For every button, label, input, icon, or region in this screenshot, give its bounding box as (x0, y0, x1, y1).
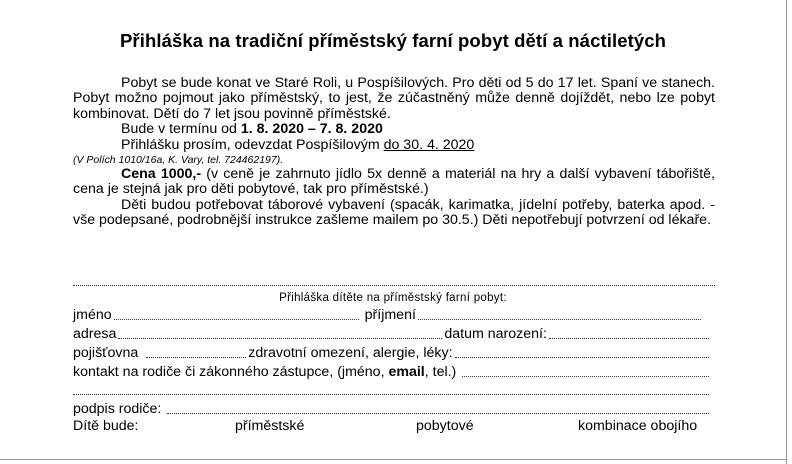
submit-line (73, 138, 715, 153)
health-label: zdravotní omezení, alergie, léky: (248, 345, 453, 361)
contact-label (73, 364, 456, 380)
signature-label: podpis rodiče: (73, 401, 162, 417)
page-title: Přihláška na tradiční příměstský farní pobyt dětí a náctiletých (119, 30, 667, 51)
signature-field[interactable] (167, 413, 709, 414)
price-paragraph (73, 167, 715, 198)
contact-field-continued[interactable] (73, 394, 709, 395)
contact-row (73, 363, 715, 380)
health-field[interactable] (455, 357, 709, 358)
option-overnight[interactable]: pobytové (416, 418, 474, 434)
contact-address: (V Polích 1010/16a, K. Vary, tel. 724462197). (73, 154, 284, 167)
option-combined[interactable]: kombinace obojího (578, 418, 698, 434)
contact-suffix: , tel.) (424, 364, 457, 380)
term-prefix: Bude v termínu od (121, 121, 241, 138)
first-name-field[interactable] (114, 319, 359, 320)
contact-email-word: email (388, 364, 425, 380)
equipment-paragraph: Děti budou potřebovat táborové vybavení (spacák, karimatka, jídelní potřeby, baterka apod. - vše podepsané, podrobnější instrukce zašleme mailem po 30.5.) Děti nepotřebují potvrzení od lékaře. (73, 196, 715, 229)
address-row (73, 325, 715, 342)
last-name-label: příjmení (364, 307, 416, 323)
insurance-field[interactable] (146, 357, 246, 358)
intro-paragraph: Pobyt se bude konat ve Staré Roli, u Pospíšilových. Pro děti od 5 do 17 let. Spaní ve stanech. Pobyt možno pojmout jako příměstský, to jest, že zúčastněný může denně dojíždět, nebo lze pobyt kombinovat. Dětí do 7 let jsou povinně příměstské. (73, 75, 715, 122)
submit-deadline: do 30. 4. 2020 (383, 136, 475, 153)
birth-date-field[interactable] (549, 338, 709, 339)
first-name-label: jméno (73, 307, 112, 323)
address-label: adresa (73, 326, 117, 342)
insurance-row (73, 344, 715, 361)
submit-prefix: Přihlášku prosím, odevzdat Pospíšilovým (121, 136, 384, 153)
form-heading: Přihláška dítěte na příměstský farní pobyt: (279, 292, 507, 304)
child-type-label: Dítě bude: (73, 418, 139, 434)
address-field[interactable] (118, 338, 442, 339)
page-border-bottom (0, 459, 787, 460)
intro-text (73, 76, 715, 229)
price-label: Cena 1000,- (121, 166, 202, 183)
contact-prefix: kontakt na rodiče či zákonného zástupce, (jméno, (73, 364, 389, 380)
page-border-right (786, 0, 787, 464)
separator-dotted (73, 285, 715, 286)
contact-field[interactable] (462, 376, 709, 377)
price-text: (v ceně je zahrnuto jídlo 5x denně a materiál na hry a další vybavení tábořiště, cena je stejná jak pro děti pobytové, tak pro příměstské.) (73, 166, 715, 198)
birth-date-label: datum narození: (444, 326, 547, 342)
signature-row (73, 400, 715, 417)
last-name-field[interactable] (418, 319, 701, 320)
name-row (73, 306, 715, 323)
term-line (73, 122, 715, 137)
option-day-camp[interactable]: příměstské (235, 418, 305, 434)
insurance-label: pojišťovna (73, 345, 139, 361)
term-dates: 1. 8. 2020 – 7. 8. 2020 (240, 121, 383, 138)
